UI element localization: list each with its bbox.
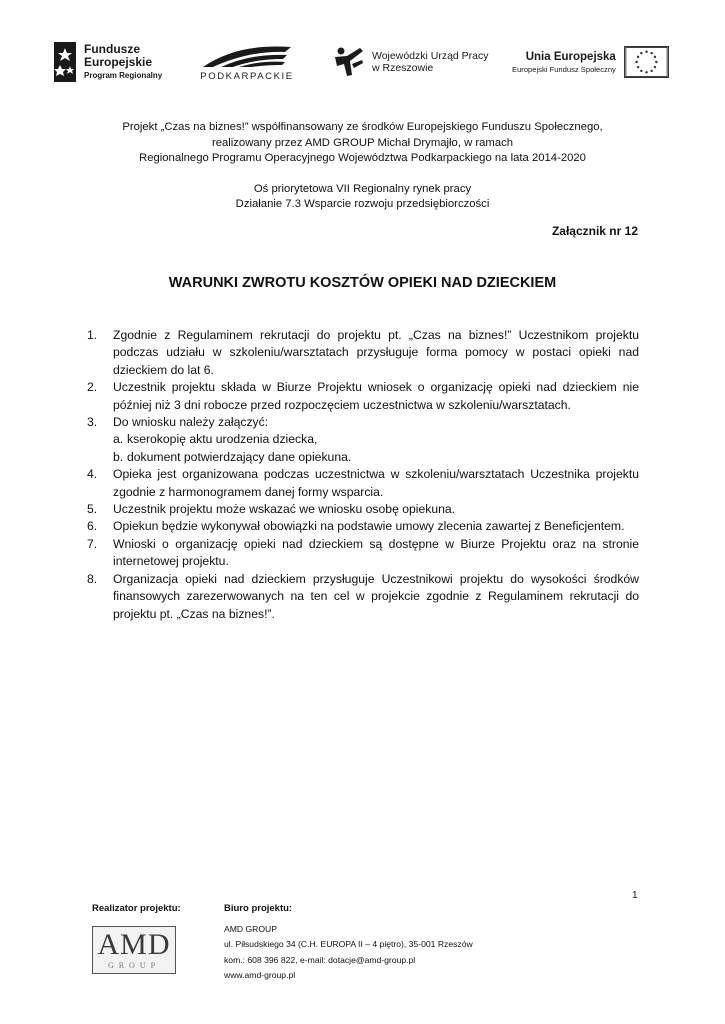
project-header <box>0 120 725 213</box>
item-text: Do wniosku należy załączyć: <box>113 415 269 430</box>
list-item <box>87 518 639 535</box>
item-number: 4. <box>87 467 98 482</box>
ue-line2: Europejski Fundusz Społeczny <box>512 64 616 74</box>
sub-item-text: kserokopię aktu urodzenia dziecka, <box>127 432 318 447</box>
item-text: Organizacja opieki nad dzieckiem przysługuje Uczestnikowi projektu do wysokości środków finansowych zarezerwowanych na ten cel w projekcie zgodnie z Regulaminem rekrutacji do projektu pt. „Czas na biznes!”. <box>113 571 639 621</box>
wup-line2: w Rzeszowie <box>372 62 434 74</box>
header-line4: Oś priorytetowa VII Regionalny rynek pracy <box>253 182 472 195</box>
unia-europejska-logo <box>512 34 678 90</box>
item-text: Opieka jest organizowana podczas uczestnictwa w szkoleniu/warsztatach Uczestnika projektu zgodnie z harmonogramem danej formy wsparcia. <box>113 467 639 499</box>
sub-item-text: dokument potwierdzający dane opiekuna. <box>127 449 352 464</box>
item-text: Uczestnik projektu może wskazać we wniosku osobę opiekuna. <box>113 502 456 517</box>
item-number: 6. <box>87 519 98 534</box>
item-text: Opiekun będzie wykonywał obowiązki na podstawie umowy zlecenia zawartej z Beneficjentem. <box>113 519 625 534</box>
list-item <box>87 536 639 571</box>
contact-address: ul. Piłsudskiego 34 (C.H. EUROPA II – 4 piętro), 35-001 Rzeszów <box>224 939 473 950</box>
fe-line1: Fundusze <box>84 41 140 56</box>
fe-line2: Europejskie <box>84 54 153 69</box>
item-text: Zgodnie z Regulaminem rekrutacji do projektu pt. „Czas na biznes!” Uczestnikom projektu podczas udziału w szkoleniu/warsztatach przysługuje forma pomocy w postaci opieki nad dzieckiem do lat 6. <box>113 328 639 377</box>
header-line5: Działanie 7.3 Wsparcie rozwoju przedsiębiorczości <box>235 198 490 210</box>
amd-logo-small: GROUP <box>107 960 161 970</box>
item-number: 7. <box>87 536 98 551</box>
item-number: 2. <box>87 380 98 395</box>
sub-item <box>113 449 639 466</box>
amd-group-logo <box>92 926 176 974</box>
sub-item <box>113 431 639 448</box>
item-text: Wnioski o organizację opieki nad dzieckiem są dostępne w Biurze Projektu oraz na stronie internetowej projektu. <box>113 536 639 569</box>
sub-item-letter: b. <box>113 449 124 464</box>
list-item <box>87 466 639 501</box>
fe-line3: Program Regionalny <box>84 70 163 80</box>
podkarpackie-logo <box>192 34 302 90</box>
header-line3: Regionalnego Programu Operacyjnego Województwa Podkarpackiego na lata 2014-2020 <box>139 152 586 164</box>
list-item <box>87 414 639 466</box>
list-item <box>87 327 639 379</box>
header-logos <box>52 34 678 90</box>
fundusze-europejskie-logo <box>52 34 172 90</box>
item-number: 5. <box>87 502 98 517</box>
contact-phone-email: kom.: 608 396 822, e-mail: dotacje@amd-group.pl <box>224 954 416 965</box>
contact-website[interactable]: www.amd-group.pl <box>224 969 296 980</box>
conditions-list <box>87 327 639 623</box>
contact-company: AMD GROUP <box>224 924 277 934</box>
list-item <box>87 379 639 414</box>
sub-item-letter: a. <box>113 432 124 447</box>
contact-info <box>224 922 473 983</box>
biuro-label: Biuro projektu: <box>224 903 293 914</box>
eu-flag-icon <box>624 46 669 78</box>
header-line2: realizowany przez AMD GROUP Michał Drymajło, w ramach <box>211 136 514 149</box>
wup-line1: Wojewódzki Urząd Pracy <box>372 50 489 62</box>
document-title: WARUNKI ZWROTU KOSZTÓW OPIEKI NAD DZIECKIEM <box>168 275 557 291</box>
fe-star-flag-icon <box>52 40 78 84</box>
list-item <box>87 571 639 623</box>
amd-logo-big: AMD <box>97 927 171 961</box>
wup-logo <box>332 34 492 90</box>
podkarpackie-text: PODKARPACKIE <box>200 70 294 82</box>
item-text: Uczestnik projektu składa w Biurze Projektu wniosek o organizację opieki nad dzieckiem nie później niż 3 dni robocze przed rozpoczęciem uczestnictwa w szkoleniu/warsztatach. <box>113 380 639 412</box>
list-item <box>87 501 639 518</box>
ue-line1: Unia Europejska <box>525 50 616 63</box>
item-number: 3. <box>87 415 98 430</box>
realizator-label: Realizator projektu: <box>92 903 181 914</box>
item-number: 1. <box>87 328 98 342</box>
wup-figure-icon <box>332 44 366 80</box>
annex-number: Załącznik nr 12 <box>551 224 638 238</box>
page-number: 1 <box>632 890 638 901</box>
header-line1: Projekt „Czas na biznes!” współfinansowany ze środków Europejskiego Funduszu Społecznego, <box>122 121 603 133</box>
item-number: 8. <box>87 571 98 586</box>
podkarpackie-wing-icon <box>199 43 295 69</box>
